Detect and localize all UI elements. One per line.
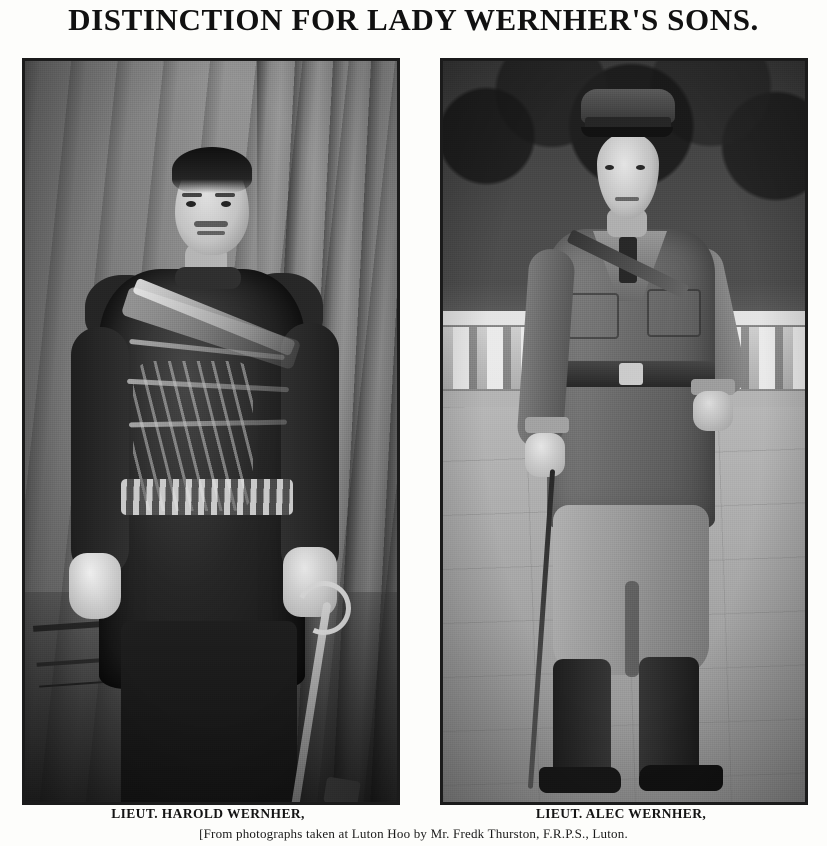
- photo-alec-wernher-image: [443, 61, 805, 802]
- photo-harold-wernher: [22, 58, 400, 805]
- page-headline: DISTINCTION FOR LADY WERNHER'S SONS.: [68, 2, 759, 37]
- photo-vignette-right: [443, 61, 805, 802]
- photo-credit-line: [From photographs taken at Luton Hoo by Mr. Fredk Thurston, F.R.P.S., Luton.: [199, 826, 628, 841]
- photo-alec-wernher: [440, 58, 808, 805]
- photo-vignette-left: [25, 61, 397, 802]
- photo-harold-wernher-image: [25, 61, 397, 802]
- caption-harold-wernher: LIEUT. HAROLD WERNHER,: [111, 806, 305, 821]
- caption-alec-wernher: LIEUT. ALEC WERNHER,: [535, 806, 707, 821]
